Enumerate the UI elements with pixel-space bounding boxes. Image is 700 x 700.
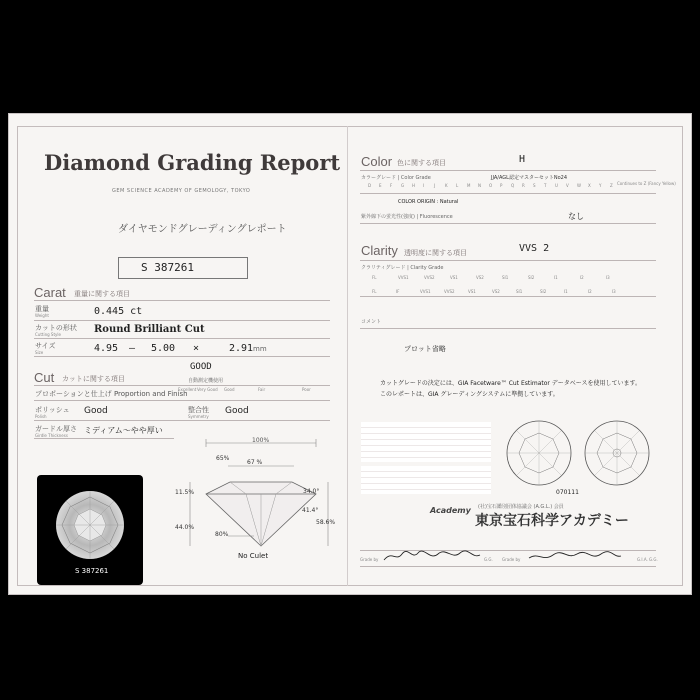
divider [360,566,656,567]
scale-item: SI2 [528,275,535,280]
divider [360,296,656,297]
weight-label-en: Weight [35,313,49,318]
cut-grade-note: 自動測定機使用 [188,378,224,384]
scale-item: I1 [564,289,568,294]
divider [34,320,330,321]
cut-scale-verygood: Very Good [197,387,218,392]
scale-item: Y [599,183,602,188]
size-x: × [193,343,200,354]
divider [34,400,330,401]
proportion-label: プロポーションと仕上げ Proportion and Finish [35,390,188,398]
scale-item: I2 [588,289,592,294]
culet-label: No Culet [238,552,269,560]
grade-by-label-2: Grade by [502,557,521,562]
carat-heading-jp: 重量に関する項目 [74,290,130,298]
size-depth: 2.91 [229,343,254,354]
girdle-value: ミディアム～やや厚い [84,426,163,435]
clarity-heading-jp: 透明度に関する項目 [404,249,467,257]
total-depth-label: 58.6% [316,519,336,526]
academy-name-jp: 東京宝石科学アカデミー [475,513,629,529]
scale-item: I3 [612,289,616,294]
scale-item: E [379,183,382,188]
gg-label-2: G.I.A. G.G. [637,557,658,562]
girdle-label-en: Girdle Thickness [35,433,68,438]
scale-item: VS1 [450,275,458,280]
clarity-grade: VVS 2 [519,243,550,254]
pavilion-angle-label: 41.4° [302,507,319,514]
scale-item: S [533,183,536,188]
clarity-heading: Clarity [361,243,398,258]
scale-item: VVS1 [398,275,409,280]
scale-item: T [544,183,547,188]
scale-item: L [456,183,459,188]
symmetry-value: Good [225,406,249,416]
comment-line-1: カットグレードの決定には、GIA Facetware™ Cut Estimator データベースを使用しています。 [380,380,642,387]
symmetry-label: 整合性 [188,406,209,414]
scale-item: VS1 [468,289,476,294]
scale-item: J [434,183,436,188]
scale-item: I [423,183,425,188]
comment-line-2: このレポートは、GIA グレーディングシステムに準拠しています。 [380,391,559,398]
weight-value: 0.445 ct [94,306,143,317]
comment-heading: コメント [361,319,382,325]
scale-item: FL [372,289,377,294]
fold-line [347,126,348,586]
divider [360,193,656,194]
scale-item: K [445,183,448,188]
symmetry-label-en: Symmetry [188,414,209,419]
scale-item: VS2 [476,275,484,280]
color-label-jp: カラーグレード [361,175,397,181]
size-max: 5.00 [151,343,176,354]
scale-item: R [522,183,525,188]
style-label: カットの形状 [35,324,77,332]
cut-grade: GOOD [190,362,212,372]
divider [34,300,330,301]
size-label-en: Size [35,350,44,355]
cut-heading: Cut [34,370,55,385]
signature-2 [525,548,625,564]
scale-item: I1 [554,275,558,280]
polish-value: Good [84,406,108,416]
scale-item: SI2 [540,289,547,294]
color-heading-jp: 色に関する項目 [397,159,446,167]
academy-logo-text: Academy [430,506,471,515]
grade-by-label-1: Grade by [360,557,379,562]
cut-scale-good: Good [224,387,235,392]
cut-heading-jp: カットに関する項目 [62,375,125,383]
signature-1 [382,548,482,564]
color-scale [368,183,618,191]
girdle-label: ガードル厚さ [35,425,77,433]
scale-item: FL [372,275,377,280]
scale-item: I3 [606,275,610,280]
scale-item: U [555,183,558,188]
color-label: カラーグレード | Color Grade [361,175,431,181]
scale-item: W [577,183,581,188]
scale-item: SI1 [502,275,509,280]
size-min: 4.95 [94,343,119,354]
weight-label: 重量 [35,305,49,313]
carat-heading: Carat [34,285,66,300]
master-set: JJA/AGL認定マスターセットNo24 [491,175,568,181]
plot-note: プロット省略 [404,345,446,353]
color-label-en: Color Grade [400,175,431,181]
color-heading: Color [361,154,393,169]
plot-diagram [503,419,653,487]
scale-item: VVS2 [444,289,455,294]
fluor-label: 紫外線下の蛍光性(強度) | Fluorescence [361,214,453,220]
color-scale-end: Continues to Z (Fancy Yellow) [617,181,676,186]
table-b-label: 67 % [247,459,263,466]
proportion-diagram [168,436,338,566]
scale-item: IF [396,289,400,294]
divider [360,170,656,171]
report-title: Diamond Grading Report [44,150,341,175]
plot-legend-text [361,422,491,462]
divider [360,223,656,224]
scale-item: Q [511,183,515,188]
cut-scale-excellent: Excellent [178,387,197,392]
scale-item: VS2 [492,289,500,294]
association: (社)宝石鑑別団体協議会 (A.G.L.) 会員 [478,504,564,510]
lower-half-label: 80% [215,531,229,538]
scale-item: V [566,183,569,188]
diamond-photo [37,475,143,585]
scale-item: M [467,183,471,188]
divider [34,385,330,386]
fluor-value: なし [568,212,584,221]
clarity-label: クラリティグレード | Clarity Grade [361,265,444,271]
style-label-en: Cutting Style [35,332,61,337]
color-grade: H [519,154,526,165]
divider [34,438,174,439]
academy-en: GEM SCIENCE ACADEMY OF GEMOLOGY, TOKYO [112,188,251,194]
polish-label: ポリッシュ [35,406,70,414]
report-number: 070111 [556,489,579,496]
report-title-jp: ダイヤモンドグレーディングレポート [118,224,287,235]
scale-item: Z [610,183,613,188]
style-value: Round Brilliant Cut [94,324,205,335]
scale-item: P [500,183,503,188]
divider [34,420,330,421]
pavilion-depth-label: 44.0% [175,524,195,531]
serial-number: S 387261 [141,261,194,274]
table-a-label: 65% [216,455,230,462]
crown-angle-label: 34.0° [303,488,320,495]
color-origin: COLOR ORIGIN : Natural [398,199,459,205]
serial-box [118,257,248,279]
divider [34,356,330,357]
scale-item: SI1 [516,289,523,294]
size-label: サイズ [35,342,56,350]
divider [360,328,656,329]
plot-legend-text-en [361,466,491,494]
scale-item: VVS1 [420,289,431,294]
polish-label-en: Polish [35,414,47,419]
scale-item: X [588,183,591,188]
cut-scale-poor: Poor [302,387,311,392]
scale-item: N [478,183,481,188]
diameter-label: 100% [252,437,270,444]
size-unit: mm [253,345,267,353]
scale-item: VVS2 [424,275,435,280]
scale-item: H [412,183,416,188]
scale-item: D [368,183,372,188]
scale-item: F [390,183,393,188]
scale-item: I2 [580,275,584,280]
divider [34,338,330,339]
clarity-scale [372,275,632,283]
gg-label-1: G.G. [484,557,493,562]
divider [360,260,656,261]
cut-scale-fair: Fair [258,387,266,392]
size-dash: – [129,343,136,354]
crown-height-label: 11.5% [175,489,195,496]
scale-item: G [401,183,405,188]
photo-serial: S 387261 [75,567,109,575]
scale-item: O [489,183,493,188]
